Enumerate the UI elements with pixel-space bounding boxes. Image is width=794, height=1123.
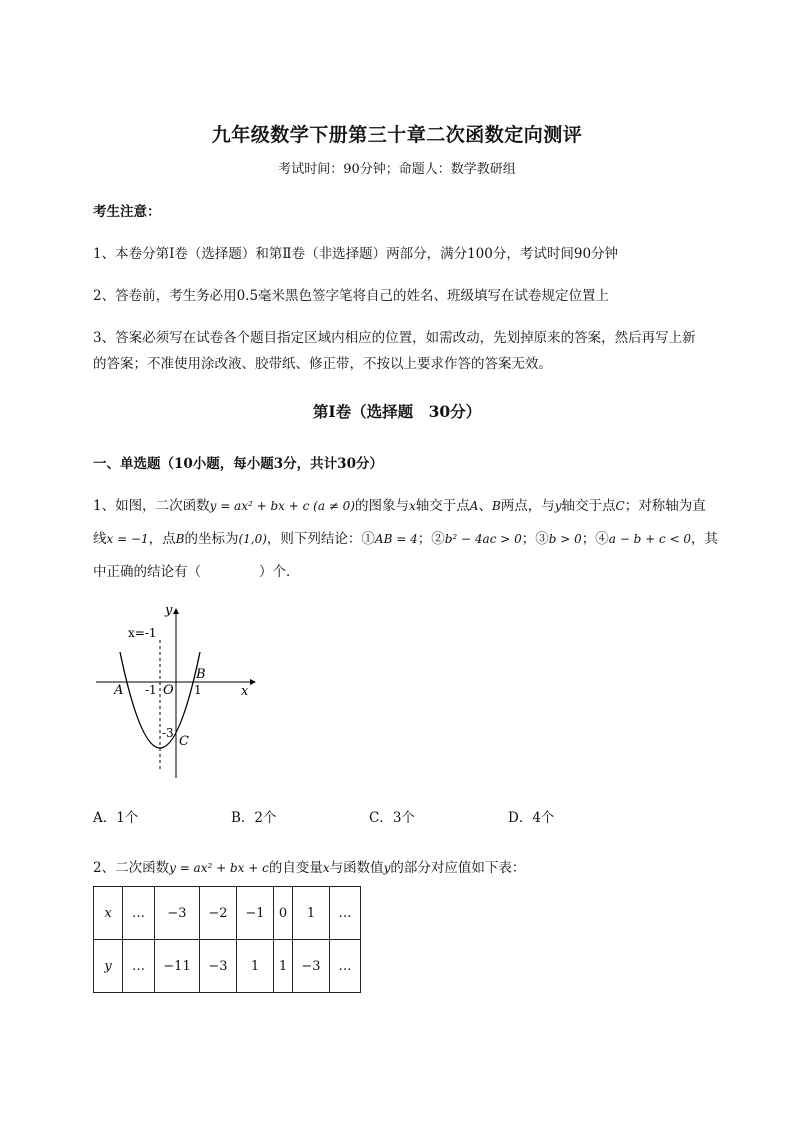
math-var: x [322,861,330,875]
text: 轴交于点 [415,498,470,514]
text: ；② [417,531,445,547]
table-cell: … [330,940,361,993]
notice-item-1: 1、本卷分第Ⅰ卷（选择题）和第Ⅱ卷（非选择题）两部分，满分100分，考试时间90分钟 [93,246,619,262]
origin-label: O [163,683,174,698]
text: 2、二次函数 [93,860,170,876]
text: 的自变量 [268,860,323,876]
math-formula: x = −1 [106,532,149,546]
question-1-line-2 [93,527,718,547]
math-formula: b > 0 [548,532,582,546]
option-a: A．1个 [93,810,139,826]
math-var: B [175,532,185,546]
text: ）个． [259,564,300,580]
table-cell: −2 [200,887,237,940]
text: 中正确的结论有（ [93,564,201,580]
table-cell: −3 [155,887,200,940]
text: 与函数值 [329,860,384,876]
math-formula: (1,0) [238,532,267,546]
tick-label-neg3: -3 [162,726,174,740]
table-row-y [94,940,361,993]
symmetry-axis-label: x=-1 [128,626,157,640]
x-axis-label: x [241,684,249,699]
tick-label-1: 1 [194,683,202,697]
x-axis-arrow [250,679,256,685]
table-row-x [94,887,361,940]
math-formula: AB = 4 [374,532,418,546]
text: 两点，与 [500,498,555,514]
question-1-line-1 [93,494,706,514]
text: 1、如图，二次函数 [93,498,210,514]
table-cell: −1 [237,887,274,940]
text: ，点 [148,531,176,547]
text: 的坐标为 [184,531,239,547]
parabola-figure [90,600,260,790]
page-title: 九年级数学下册第三十章二次函数定向测评 [211,124,583,146]
point-a-label: A [114,683,124,698]
option-c: C．3个 [369,810,415,826]
notice-item-2: 2、答卷前，考生务必用0.5毫米黑色签字笔将自己的姓名、班级填写在试卷规定位置上 [93,288,610,304]
question-2-line-1 [93,856,525,876]
table-cell: −3 [293,940,330,993]
math-var: B [491,499,501,513]
notice-heading: 考生注意： [93,204,161,220]
table-cell: 1 [293,887,330,940]
math-var: A [469,499,479,513]
text: 、 [478,498,492,514]
y-axis-label: y [165,603,173,618]
math-var: C [615,499,625,513]
math-formula: y = ax² + bx + c (a ≠ 0) [209,499,355,513]
notice-item-3-line-1: 3、答案必须写在试卷各个题目指定区域内相应的位置，如需改动，先划掉原来的答案，然后再写上新 [93,330,696,346]
section-title: 第Ⅰ卷（选择题 30分） [312,402,482,421]
notice-item-3-line-2: 的答案；不准使用涂改液、胶带纸、修正带，不按以上要求作答的答案无效。 [93,356,552,372]
text: ；③ [521,531,549,547]
table-cell: … [330,887,361,940]
math-var: x [408,499,416,513]
table-cell: 0 [274,887,293,940]
table-cell: x [94,887,123,940]
text: 线 [93,531,107,547]
math-var: y [383,861,391,875]
table-cell: −3 [200,940,237,993]
table-cell: … [123,887,155,940]
text: ；对称轴为直 [624,498,706,514]
value-table [93,886,361,993]
question-1-line-3 [93,560,300,580]
math-formula: a − b + c < 0 [608,532,691,546]
point-b-label: B [196,667,206,682]
table-cell: −11 [155,940,200,993]
y-axis-arrow [173,608,179,614]
text: 的图象与 [354,498,409,514]
math-formula: y = ax² + bx + c [169,861,269,875]
math-formula: b² − 4ac > 0 [444,532,522,546]
tick-label-neg1: -1 [145,683,157,697]
text: ，其 [691,531,718,547]
table-cell: … [123,940,155,993]
math-var: y [554,499,562,513]
text: ；④ [581,531,609,547]
text: 的部分对应值如下表： [390,860,526,876]
table-cell: y [94,940,123,993]
text: ，则下列结论：① [266,531,375,547]
part-heading: 一、单选题（10小题，每小题3分，共计30分） [93,456,383,472]
table-cell: 1 [237,940,274,993]
table-cell: 1 [274,940,293,993]
point-c-label: C [179,734,189,749]
option-d: D．4个 [508,810,555,826]
exam-info: 考试时间：90分钟；命题人：数学教研组 [278,162,516,177]
text: 轴交于点 [561,498,616,514]
option-b: B．2个 [231,810,277,826]
